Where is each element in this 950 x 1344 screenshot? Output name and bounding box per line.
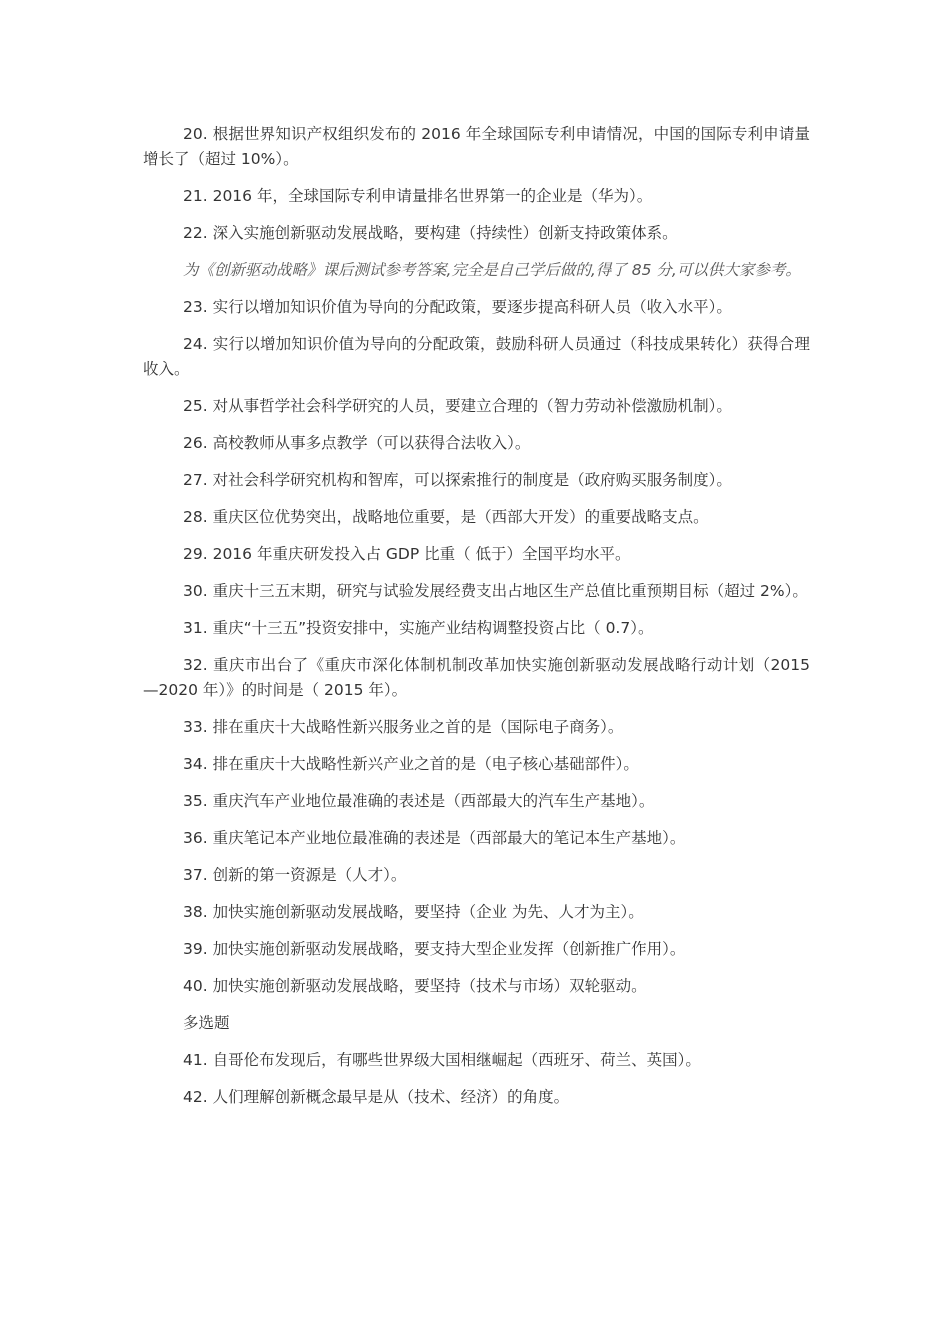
question-39: 39. 加快实施创新驱动发展战略，要支持大型企业发挥（创新推广作用）。 <box>183 940 686 958</box>
question-37: 37. 创新的第一资源是（人才）。 <box>183 866 407 884</box>
question-38: 38. 加快实施创新驱动发展战略，要坚持（企业 为先、人才为主）。 <box>183 903 644 921</box>
section-heading-multiple-choice: 多选题 <box>183 1014 230 1032</box>
question-35: 35. 重庆汽车产业地位最准确的表述是（西部最大的汽车生产基地）。 <box>183 792 655 810</box>
question-28: 28. 重庆区位优势突出，战略地位重要，是（西部大开发）的重要战略支点。 <box>183 508 709 526</box>
question-41: 41. 自哥伦布发现后，有哪些世界级大国相继崛起（西班牙、荷兰、英国）。 <box>183 1051 701 1069</box>
question-22: 22. 深入实施创新驱动发展战略，要构建（持续性）创新支持政策体系。 <box>183 224 678 242</box>
question-36: 36. 重庆笔记本产业地位最准确的表述是（西部最大的笔记本生产基地）。 <box>183 829 686 847</box>
question-23: 23. 实行以增加知识价值为导向的分配政策，要逐步提高科研人员（收入水平）。 <box>183 298 732 316</box>
question-42: 42. 人们理解创新概念最早是从（技术、经济）的角度。 <box>183 1088 570 1106</box>
question-27: 27. 对社会科学研究机构和智库，可以探索推行的制度是（政府购买服务制度）。 <box>183 471 732 489</box>
question-34: 34. 排在重庆十大战略性新兴产业之首的是（电子核心基础部件）。 <box>183 755 639 773</box>
question-24: 24. 实行以增加知识价值为导向的分配政策，鼓励科研人员通过（科技成果转化）获得合理收入。 <box>143 335 810 378</box>
question-21: 21. 2016 年，全球国际专利申请量排名世界第一的企业是（华为）。 <box>183 187 653 205</box>
document-body <box>143 122 810 1122</box>
question-26: 26. 高校教师从事多点教学（可以获得合法收入）。 <box>183 434 531 452</box>
question-31: 31. 重庆“十三五”投资安排中，实施产业结构调整投资占比（ 0.7）。 <box>183 619 654 637</box>
question-33: 33. 排在重庆十大战略性新兴服务业之首的是（国际电子商务）。 <box>183 718 624 736</box>
question-25: 25. 对从事哲学社会科学研究的人员，要建立合理的（智力劳动补偿激励机制）。 <box>183 397 732 415</box>
question-32: 32. 重庆市出台了《重庆市深化体制机制改革加快实施创新驱动发展战略行动计划（2015—2020 年）》的时间是（ 2015 年）。 <box>143 656 810 699</box>
author-note: 为《创新驱动战略》课后测试参考答案,完全是自己学后做的,得了 85 分,可以供大家参考。 <box>183 261 801 279</box>
question-40: 40. 加快实施创新驱动发展战略，要坚持（技术与市场）双轮驱动。 <box>183 977 647 995</box>
question-20: 20. 根据世界知识产权组织发布的 2016 年全球国际专利申请情况，中国的国际专利申请量增长了（超过 10%）。 <box>143 125 810 168</box>
question-29: 29. 2016 年重庆研发投入占 GDP 比重（ 低于）全国平均水平。 <box>183 545 631 563</box>
question-30: 30. 重庆十三五末期，研究与试验发展经费支出占地区生产总值比重预期目标（超过 2%）。 <box>183 582 808 600</box>
